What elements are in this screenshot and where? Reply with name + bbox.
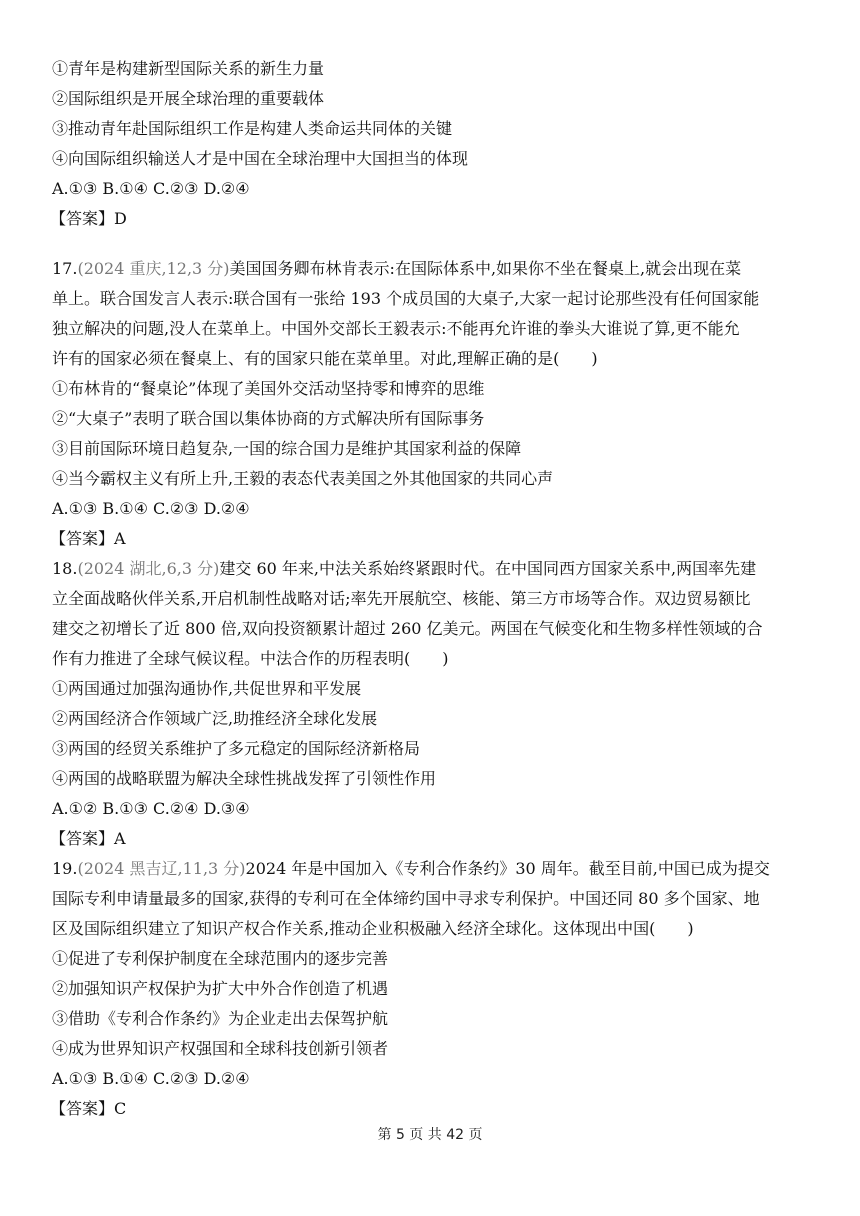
q19-source: (2024 黑吉辽,11,3 分) <box>77 859 246 878</box>
q18-source: (2024 湖北,6,3 分) <box>77 559 220 578</box>
q17-stem-line-4: 许有的国家必须在餐桌上、有的国家只能在菜单里。对此,理解正确的是( ) <box>52 349 598 368</box>
q17-option-3: ③目前国际环境日趋复杂,一国的综合国力是维护其国家利益的保障 <box>52 439 522 458</box>
q16-option-2: ②国际组织是开展全球治理的重要载体 <box>52 89 325 108</box>
q19-option-4: ④成为世界知识产权强国和全球科技创新引领者 <box>52 1039 389 1058</box>
q16-option-4: ④向国际组织输送人才是中国在全球治理中大国担当的体现 <box>52 149 469 168</box>
q17-stem-line-3: 独立解决的问题,没人在菜单上。中国外交部长王毅表示:不能再允许谁的拳头大谁说了算,更不能允 <box>52 319 740 338</box>
q18-stem-line-4: 作有力推进了全球气候议程。中法合作的历程表明( ) <box>52 649 449 668</box>
question-19 <box>52 854 812 1124</box>
q18-option-2: ②两国经济合作领域广泛,助推经济全球化发展 <box>52 709 378 728</box>
q19-option-1: ①促进了专利保护制度在全球范围内的逐步完善 <box>52 949 389 968</box>
q16-answer: 【答案】D <box>50 209 127 228</box>
q17-stem-line-1 <box>52 254 812 284</box>
q18-number: 18. <box>52 559 78 578</box>
page-footer: 第 5 页 共 42 页 <box>377 1127 483 1143</box>
q19-stem-text-1: 2024 年是中国加入《专利合作条约》30 周年。截至目前,中国已成为提交 <box>245 859 770 878</box>
q17-option-2: ②“大桌子”表明了联合国以集体协商的方式解决所有国际事务 <box>52 409 485 428</box>
q16-option-3: ③推动青年赴国际组织工作是构建人类命运共同体的关键 <box>52 119 453 138</box>
document-page <box>52 54 812 1124</box>
q17-option-1: ①布林肯的“餐桌论”体现了美国外交活动坚持零和博弈的思维 <box>52 379 485 398</box>
q19-choices: A.①③ B.①④ C.②③ D.②④ <box>52 1069 250 1088</box>
q17-source: (2024 重庆,12,3 分) <box>77 259 230 278</box>
q18-stem-line-1 <box>52 554 812 584</box>
question-18 <box>52 554 812 854</box>
q19-stem-line-1 <box>52 854 812 884</box>
q18-stem-line-3: 建交之初增长了近 800 倍,双向投资额累计超过 260 亿美元。两国在气候变化和生物多样性领域的合 <box>52 619 763 638</box>
q18-option-4: ④两国的战略联盟为解决全球性挑战发挥了引领性作用 <box>52 769 437 788</box>
q19-number: 19. <box>52 859 78 878</box>
q19-answer: 【答案】C <box>50 1099 127 1118</box>
q17-stem-text-1: 美国国务卿布林肯表示:在国际体系中,如果你不坐在餐桌上,就会出现在菜 <box>229 259 742 278</box>
q18-option-3: ③两国的经贸关系维护了多元稳定的国际经济新格局 <box>52 739 421 758</box>
q16-choices: A.①③ B.①④ C.②③ D.②④ <box>52 179 250 198</box>
q17-stem-line-2: 单上。联合国发言人表示:联合国有一张给 193 个成员国的大桌子,大家一起讨论那些没有任何国家能 <box>52 289 760 308</box>
q18-stem-text-1: 建交 60 年来,中法关系始终紧跟时代。在中国同西方国家关系中,两国率先建 <box>219 559 757 578</box>
q19-option-2: ②加强知识产权保护为扩大中外合作创造了机遇 <box>52 979 389 998</box>
q19-option-3: ③借助《专利合作条约》为企业走出去保驾护航 <box>52 1009 389 1028</box>
q18-option-1: ①两国通过加强沟通协作,共促世界和平发展 <box>52 679 362 698</box>
q18-choices: A.①② B.①③ C.②④ D.③④ <box>52 799 250 818</box>
q17-number: 17. <box>52 259 78 278</box>
q18-answer: 【答案】A <box>50 829 126 848</box>
q17-answer: 【答案】A <box>50 529 126 548</box>
q16-option-1: ①青年是构建新型国际关系的新生力量 <box>52 59 325 78</box>
q19-stem-line-3: 区及国际组织建立了知识产权合作关系,推动企业积极融入经济全球化。这体现出中国( ) <box>52 919 694 938</box>
q17-option-4: ④当今霸权主义有所上升,王毅的表态代表美国之外其他国家的共同心声 <box>52 469 554 488</box>
q17-choices: A.①③ B.①④ C.②③ D.②④ <box>52 499 250 518</box>
question-17 <box>52 254 812 554</box>
q19-stem-line-2: 国际专利申请量最多的国家,获得的专利可在全体缔约国中寻求专利保护。中国还同 80 多个国家、地 <box>52 889 760 908</box>
q18-stem-line-2: 立全面战略伙伴关系,开启机制性战略对话;率先开展航空、核能、第三方市场等合作。双边贸易额比 <box>52 589 751 608</box>
question-16 <box>52 54 812 234</box>
